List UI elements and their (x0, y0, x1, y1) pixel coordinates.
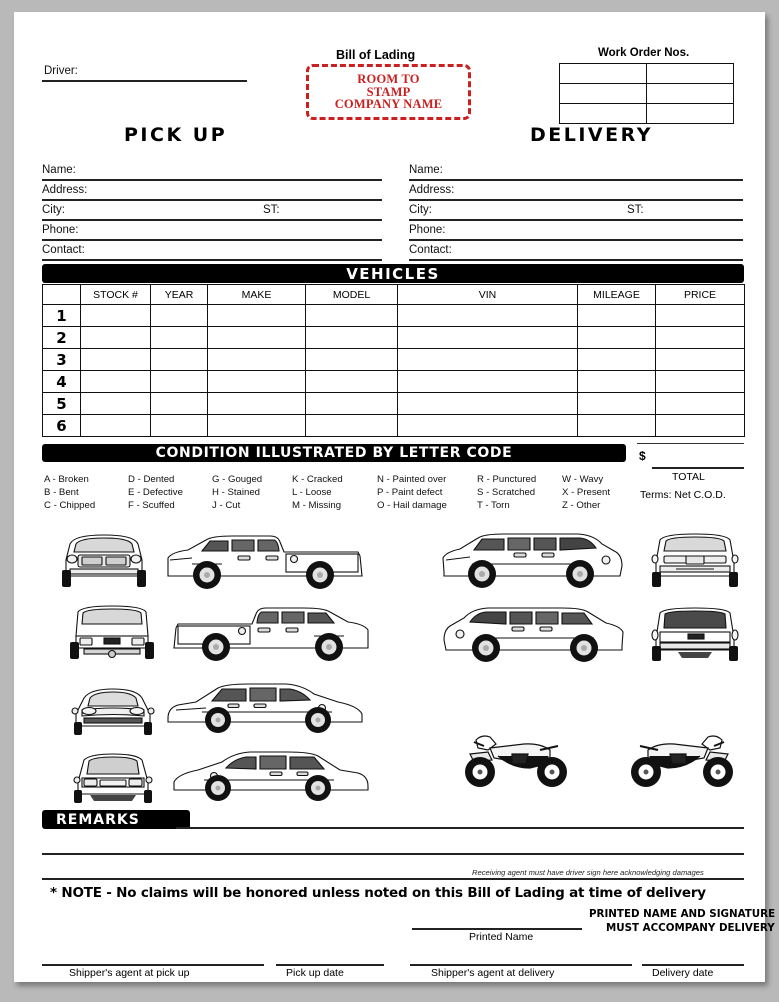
claims-note: * NOTE - No claims will be honored unless noted on this Bill of Lading at time of delivery (50, 885, 706, 901)
pickup-contact-label: Contact: (42, 244, 85, 256)
legend-code: R - Punctured (477, 474, 537, 485)
row-number: 2 (43, 327, 81, 349)
legend-code: J - Cut (212, 500, 241, 511)
legend-code: T - Torn (477, 500, 510, 511)
cell-make[interactable] (208, 393, 306, 415)
cell-make[interactable] (208, 305, 306, 327)
legend-code: F - Scuffed (128, 500, 175, 511)
remarks-line-2[interactable] (42, 853, 744, 855)
delivery-phone-label: Phone: (409, 224, 446, 236)
cell-year[interactable] (151, 415, 208, 437)
work-order-cell[interactable] (647, 84, 734, 104)
pickup-date-line[interactable] (276, 964, 384, 966)
cell-mileage[interactable] (578, 327, 656, 349)
vehicles-banner: VEHICLES (42, 264, 744, 283)
cell-price[interactable] (656, 349, 745, 371)
column-header-model: MODEL (306, 285, 398, 305)
legend-code: Z - Other (562, 500, 601, 511)
column-header-make: MAKE (208, 285, 306, 305)
bill-of-lading-title: Bill of Lading (336, 48, 416, 62)
sedan-rear-view (68, 750, 158, 806)
pickup-name-label: Name: (42, 164, 76, 176)
table-row (43, 371, 745, 393)
delivery-name-line[interactable] (409, 179, 743, 181)
work-order-row (560, 64, 734, 84)
vehicles-header-row (43, 285, 745, 305)
receiving-agent-note: Receiving agent must have driver sign here acknowledging damages (472, 868, 704, 877)
cell-mileage[interactable] (578, 393, 656, 415)
printed-name-label: Printed Name (469, 931, 534, 943)
delivery-phone-line[interactable] (409, 239, 743, 241)
work-order-row (560, 104, 734, 124)
terms-label: Terms: Net C.O.D. (640, 489, 726, 501)
cell-stock[interactable] (81, 371, 151, 393)
delivery-date-label: Delivery date (652, 967, 714, 979)
sedan-front-view (68, 684, 158, 738)
stamp-line-3: COMPANY NAME (334, 97, 443, 112)
cell-mileage[interactable] (578, 371, 656, 393)
dollar-sign: $ (639, 449, 646, 463)
legend-code: H - Stained (212, 487, 260, 498)
legend-code: E - Defective (128, 487, 183, 498)
table-row (43, 305, 745, 327)
delivery-date-line[interactable] (642, 964, 744, 966)
cell-price[interactable] (656, 305, 745, 327)
row-number: 4 (43, 371, 81, 393)
row-number: 1 (43, 305, 81, 327)
cell-year[interactable] (151, 327, 208, 349)
shipper-delivery-line[interactable] (410, 964, 632, 966)
work-order-cell[interactable] (560, 104, 647, 124)
cell-vin[interactable] (398, 349, 578, 371)
cell-model[interactable] (306, 349, 398, 371)
cell-make[interactable] (208, 349, 306, 371)
motorcycle-side-view-right (614, 724, 744, 794)
column-header-vin: VIN (398, 285, 578, 305)
pickup-truck-side-view-right (162, 532, 374, 594)
cell-mileage[interactable] (578, 415, 656, 437)
suv-side-view-right (438, 530, 628, 594)
cell-make[interactable] (208, 415, 306, 437)
cell-stock[interactable] (81, 415, 151, 437)
sedan-side-view-left (162, 748, 374, 808)
legend-code: K - Cracked (292, 474, 343, 485)
cell-model[interactable] (306, 393, 398, 415)
delivery-city-line[interactable] (409, 219, 743, 221)
cell-price[interactable] (656, 371, 745, 393)
remarks-banner: REMARKS (42, 810, 190, 829)
cell-year[interactable] (151, 393, 208, 415)
total-amount-line[interactable] (652, 467, 744, 469)
cell-vin[interactable] (398, 371, 578, 393)
cell-vin[interactable] (398, 305, 578, 327)
pickup-address-line[interactable] (42, 199, 382, 201)
cell-year[interactable] (151, 371, 208, 393)
pickup-date-label: Pick up date (286, 967, 344, 979)
pickup-truck-side-view-left (162, 604, 374, 666)
work-order-title: Work Order Nos. (598, 47, 690, 59)
delivery-address-label: Address: (409, 184, 455, 196)
work-order-cell[interactable] (560, 64, 647, 84)
cell-vin[interactable] (398, 393, 578, 415)
cell-mileage[interactable] (578, 349, 656, 371)
delivery-state-label: ST: (627, 204, 644, 216)
column-header-year: YEAR (151, 285, 208, 305)
column-header-mileage: MILEAGE (578, 285, 656, 305)
legend-code: O - Hail damage (377, 500, 447, 511)
cell-vin[interactable] (398, 415, 578, 437)
accompany-line-1: PRINTED NAME AND SIGNATURE (589, 908, 776, 920)
table-row (43, 327, 745, 349)
delivery-contact-label: Contact: (409, 244, 452, 256)
cell-stock[interactable] (81, 393, 151, 415)
cell-price[interactable] (656, 415, 745, 437)
printed-name-line[interactable] (412, 928, 582, 930)
driver-label: Driver: (44, 65, 78, 77)
legend-code: A - Broken (44, 474, 89, 485)
pickup-phone-line[interactable] (42, 239, 382, 241)
table-row (43, 415, 745, 437)
shipper-pickup-label: Shipper's agent at pick up (69, 967, 190, 979)
cell-year[interactable] (151, 305, 208, 327)
legend-code: X - Present (562, 487, 610, 498)
cell-model[interactable] (306, 415, 398, 437)
work-order-cell[interactable] (560, 84, 647, 104)
row-number: 6 (43, 415, 81, 437)
total-top-line (637, 443, 744, 444)
column-header-price: PRICE (656, 285, 745, 305)
suv-rear-view (646, 604, 744, 666)
work-order-cell[interactable] (647, 64, 734, 84)
delivery-heading: DELIVERY (530, 124, 653, 146)
cell-model[interactable] (306, 327, 398, 349)
pickup-city-line[interactable] (42, 219, 382, 221)
bill-of-lading-sheet (14, 12, 776, 982)
stamp-line-1: ROOM TO (357, 71, 420, 86)
company-stamp-box[interactable] (306, 64, 471, 120)
suv-front-view (646, 530, 744, 592)
column-header-stock: STOCK # (81, 285, 151, 305)
driver-input-line[interactable] (42, 80, 247, 82)
legend-code: N - Painted over (377, 474, 447, 485)
row-number: 5 (43, 393, 81, 415)
condition-banner: CONDITION ILLUSTRATED BY LETTER CODE (42, 444, 626, 462)
cell-year[interactable] (151, 349, 208, 371)
legend-code: D - Dented (128, 474, 175, 485)
delivery-city-label: City: (409, 204, 432, 216)
cell-make[interactable] (208, 371, 306, 393)
pickup-contact-line[interactable] (42, 259, 382, 261)
table-row (43, 393, 745, 415)
cell-make[interactable] (208, 327, 306, 349)
cell-vin[interactable] (398, 327, 578, 349)
table-row (43, 349, 745, 371)
cell-stock[interactable] (81, 349, 151, 371)
cell-price[interactable] (656, 393, 745, 415)
legend-code: P - Paint defect (377, 487, 443, 498)
remarks-line-1[interactable] (176, 827, 744, 829)
cell-model[interactable] (306, 305, 398, 327)
cell-stock[interactable] (81, 305, 151, 327)
pickup-truck-rear-view (64, 602, 160, 664)
motorcycle-side-view-left (454, 724, 584, 794)
pickup-truck-front-view (56, 530, 152, 592)
row-number: 3 (43, 349, 81, 371)
legend-code: M - Missing (292, 500, 342, 511)
pickup-city-label: City: (42, 204, 65, 216)
pickup-address-label: Address: (42, 184, 88, 196)
delivery-name-label: Name: (409, 164, 443, 176)
pickup-phone-label: Phone: (42, 224, 79, 236)
total-label: TOTAL (672, 471, 705, 483)
stamp-line-2: STAMP (366, 84, 411, 99)
pickup-state-label: ST: (263, 204, 280, 216)
cell-stock[interactable] (81, 327, 151, 349)
delivery-address-line[interactable] (409, 199, 743, 201)
remarks-line-3[interactable] (42, 878, 744, 880)
pickup-name-line[interactable] (42, 179, 382, 181)
cell-mileage[interactable] (578, 305, 656, 327)
accompany-line-2: MUST ACCOMPANY DELIVERY (606, 922, 775, 934)
legend-code: W - Wavy (562, 474, 604, 485)
work-order-table[interactable] (559, 63, 734, 124)
cell-model[interactable] (306, 371, 398, 393)
work-order-row (560, 84, 734, 104)
work-order-cell[interactable] (647, 104, 734, 124)
legend-code: S - Scratched (477, 487, 536, 498)
vehicles-corner-cell (43, 285, 81, 305)
pickup-heading: PICK UP (124, 124, 228, 146)
delivery-contact-line[interactable] (409, 259, 743, 261)
shipper-delivery-label: Shipper's agent at delivery (431, 967, 555, 979)
suv-side-view-left (438, 604, 628, 668)
cell-price[interactable] (656, 327, 745, 349)
sedan-side-view-right (162, 680, 374, 740)
legend-code: B - Bent (44, 487, 79, 498)
legend-code: G - Gouged (212, 474, 263, 485)
vehicles-table[interactable] (42, 284, 745, 437)
legend-code: L - Loose (292, 487, 332, 498)
legend-code: C - Chipped (44, 500, 96, 511)
shipper-pickup-line[interactable] (42, 964, 264, 966)
